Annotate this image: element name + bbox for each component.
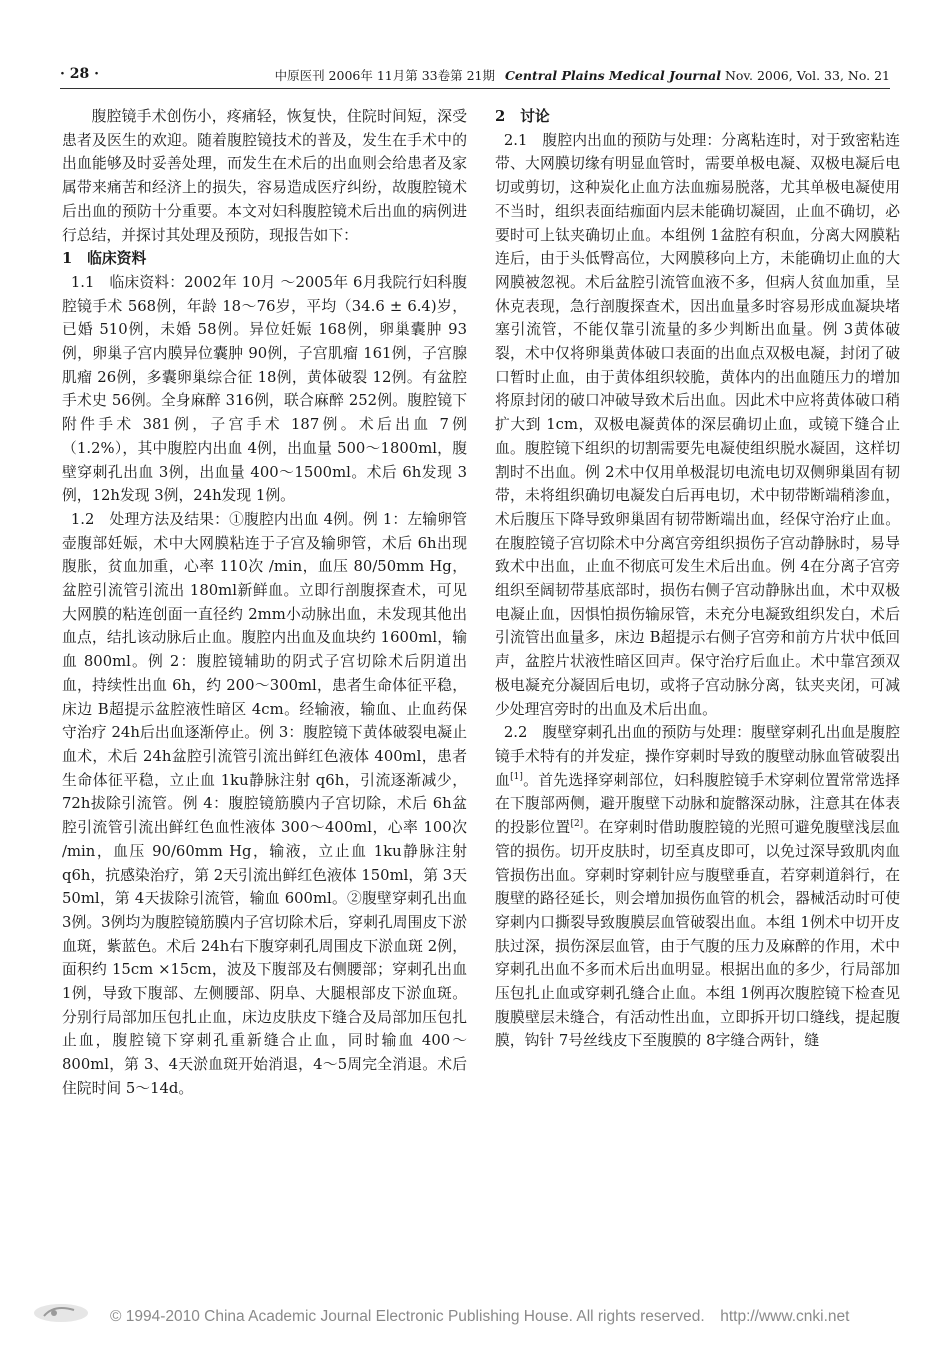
copyright-footer: © 1994-2010 China Academic Journal Electronic Publishing House. All rights reserved. http://www.cnki.net: [110, 1308, 850, 1325]
subsection-2-1-paragraph: 2.1 腹腔内出血的预防与处理：分离粘连时，对于致密粘连带、大网膜切缘有明显血管时，需要单极电凝、双极电凝后电切或剪切，这种炭化止血方法血痂易脱落，尤其单极电凝使用不当时，组织表面结痂面内层未能确切凝固，止血不确切，必要时可上钛夹确切止血。本组例 1盆腔有积血，分离大网膜粘连后，由于头低臀高位，大网膜移向上方，未能确切止血的大网膜被忽视。术后盆腔引流管血液不多，但病人贫血加重，呈休克表现，急行剖腹探查术，因出血量多时容易形成血凝块堵塞引流管，不能仅靠引流量的多少判断出血量。例 3黄体破裂，术中仅将卵巢黄体破口表面的出血点双极电凝，封闭了破口暂时止血，由于黄体组织较脆，黄体内的出血随压力的增加将原封闭的破口冲破导致术后出血。因此术中应将黄体破口稍扩大到 1cm，双极电凝黄体的深层确切止血，或镜下缝合止血。腹腔镜下组织的切割需要先电凝使组织脱水凝固，这样切割时不出血。例 2术中仅用单极混切电流电切双侧卵巢固有韧带，未将组织确切电凝发白后再电切，术中韧带断端稍渗血，术后腹压下降导致卵巢固有韧带断端出血，经保守治疗止血。在腹腔镜子宫切除术中分离宫旁组织损伤子宫动静脉时，易导致术中出血，止血不彻底可发生术后出血。例 4在分离子宫旁组织至阔韧带基底部时，损伤右侧子宫动静脉出血，术中双极电凝止血，因惧怕损伤输尿管，未充分电凝致组织发白，术后引流管出血量多，床边 B超提示右侧子宫旁和前方片状中低回声，盆腔片状液性暗区回声。保守治疗后血止。术中靠宫颈双极电凝充分凝固后电切，或将子宫动脉分离，钛夹夹闭，可减少处理宫旁时的出血及术后出血。: [495, 131, 900, 718]
left-column: [62, 105, 467, 1101]
subsection-1-2-paragraph: 1.2 处理方法及结果：①腹腔内出血 4例。例 1：左输卵管壶腹部妊娠，术中大网膜粘连于子宫及输卵管，术后 6h出现腹胀，贫血加重，心率 110次 /min，血压 80/50mm Hg，盆腔引流管引流出 180ml新鲜血。立即行剖腹探查术，可见大网膜的粘连创面一直径约 2mm小动脉出血，未发现其他出血点，结扎该动脉后止血。腹腔内出血及血块约 1600ml，输血 800ml。例 2：腹腔镜辅助的阴式子宫切除术后阴道出血，持续性出血 6h，约 200～300ml，患者生命体征平稳，床边 B超提示盆腔液性暗区 4cm。经输液，输血、止血药保守治疗 24h后出血逐渐停止。例 3：腹腔镜下黄体破裂电凝止血术，术后 24h盆腔引流管引流出鲜红色液体 400ml，患者生命体征平稳，立止血 1ku静脉注射 q6h，引流逐渐减少，72h拔除引流管。例 4：腹腔镜筋膜内子宫切除，术后 6h盆腔引流管引流出鲜红色血性液体 300～400ml，心率 100次 /min，血压 90/60mm Hg，输液，立止血 1ku静脉注射 q6h，抗感染治疗，第 2天引流出鲜红色液体 150ml，第 3天 50ml，第 4天拔除引流管，输血 600ml。②腹壁穿刺孔出血 3例。3例均为腹腔镜筋膜内子宫切除术后，穿刺孔周围皮下淤血斑，紫蓝色。术后 24h右下腹穿刺孔周围皮下淤血斑 2例，面积约 15cm ×15cm，波及下腹部及右侧腰部；穿刺孔出血 1例，导致下腹部、左侧腰部、阴阜、大腿根部皮下淤血斑。分别行局部加压包扎止血，床边皮肤皮下缝合及局部加压包扎止血，腹腔镜下穿刺孔重新缝合止血，同时输血 400～800ml，第 3、4天淤血斑开始消退，4～5周完全消退。术后住院时间 5～14d。: [62, 510, 467, 1097]
page-number: · 28 ·: [60, 66, 99, 82]
subsection-1-1-paragraph: 1.1 临床资料：2002年 10月 ～2005年 6月我院行妇科腹腔镜手术 568例，年龄 18～76岁，平均（34.6 ± 6.4)岁，已婚 510例，未婚 58例。异位妊娠 168例，卵巢囊肿 93例，卵巢子宫内膜异位囊肿 90例，子宫肌瘤 161例，子宫腺肌瘤 26例，多囊卵巢综合征 18例，黄体破裂 12例。有盆腔手术史 56例。全身麻醉 316例，联合麻醉 252例。腹腔镜下附件手术 381例，子宫手术 187例。术后出血 7例（1.2%），其中腹腔内出血 4例，出血量 500～1800ml，腹壁穿刺孔出血 3例，出血量 400～1500ml。术后 6h发现 3例，12h发现 3例，24h发现 1例。: [62, 273, 467, 505]
intro-paragraph: 腹腔镜手术创伤小，疼痛轻，恢复快，住院时间短，深受患者及医生的欢迎。随着腹腔镜技术的普及，发生在手术中的出血能够及时妥善处理，而发生在术后的出血则会给患者及家属带来痛苦和经济上的损失，容易造成医疗纠纷，故腹腔镜术后出血的预防十分重要。本文对妇科腹腔镜术后出血的病例进行总结，并探讨其处理及预防，现报告如下：: [62, 108, 467, 244]
journal-name-en: Central Plains Medical Journal: [504, 68, 721, 83]
page-header: [60, 66, 890, 86]
journal-info: [275, 66, 890, 84]
journal-date: Nov. 2006, Vol. 33, No. 21: [724, 68, 890, 83]
right-column: [495, 105, 900, 1053]
reference-2: [2]: [570, 819, 584, 830]
section-heading-discussion: 2 讨论: [495, 108, 550, 125]
section-heading-clinical-data: 1 临床资料: [62, 250, 147, 268]
cnki-logo-icon: [32, 1302, 90, 1324]
journal-name-cn: 中原医刊 2006年 11月第 33卷第 21期: [274, 68, 495, 83]
subsection-2-2-text-a: 2.2 腹壁穿刺孔出血的预防与处理：腹壁穿刺孔出血是腹腔镜手术特有的并发症，操作穿刺时导致的腹壁动脉血管破裂出血: [495, 724, 900, 789]
subsection-2-2-paragraph: [495, 721, 900, 1053]
header-rule: [60, 88, 890, 89]
reference-1: [1]: [510, 771, 523, 782]
subsection-2-2-text-b: 。首先选择穿刺部位，妇科腹腔镜手术穿刺位置常常选择在下腹部两侧，避开腹壁下动脉和旋髂深动脉，注意其在体表的投影位置: [495, 771, 900, 837]
subsection-2-2-text-c: 。在穿刺时借助腹腔镜的光照可避免腹壁浅层血管的损伤。切开皮肤时，切至真皮即可，以免过深导致肌肉血管损伤出血。穿刺时穿刺针应与腹壁垂直，若穿刺道斜行，在腹壁的路径延长，则会增加损伤血管的机会，器械活动时可使穿刺内口撕裂导致腹膜层血管破裂出血。本组 1例术中切开皮肤过深，损伤深层血管，由于气腹的压力及麻醉的作用，术中穿刺孔出血不多而术后出血明显。根据出血的多少，行局部加压包扎止血或穿刺孔缝合止血。本组 1例再次腹腔镜下检查见腹膜壁层未缝合，有活动性出血，立即拆开切口缝线，提起腹膜，钩针 7号丝线皮下至腹膜的 8字缝合两针，缝: [495, 819, 900, 1050]
